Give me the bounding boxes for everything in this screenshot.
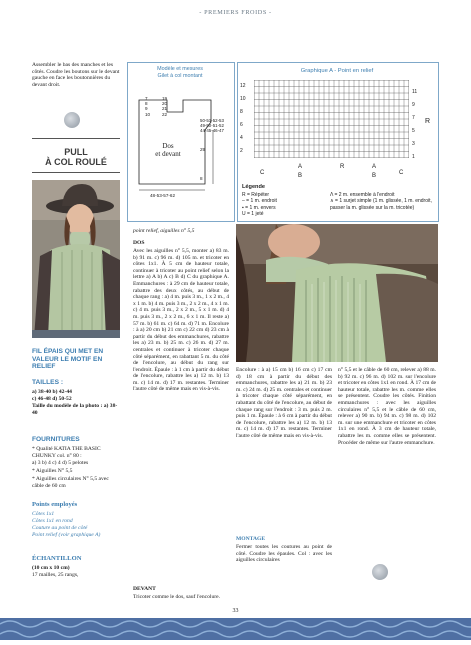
montage-text: Fermer toutes les coutures au point de côté. Coudre les épaules. Col : avec les aiguilles circulaires <box>236 544 332 564</box>
schema-height-8: 8 <box>200 176 203 181</box>
schema-num: 19 <box>162 96 168 101</box>
row-number: 2 <box>240 148 243 154</box>
intro-text: Assembler le bas des manches et les côtés. Coudre les boutons sur le devant gauche en face les boutonnières du devant droit. <box>32 62 120 88</box>
title-rule-bottom <box>32 172 120 173</box>
page-header: - PREMIERS FROIDS - <box>199 9 272 16</box>
legend-item: ∧ = 1 surjet simple (1 m. glissée, 1 m. endroit, passer la m. glissée sur la m. tricotée) <box>330 198 432 211</box>
graph-letter: A <box>372 164 377 170</box>
points-title: Points employés <box>32 501 78 508</box>
schema-measure: 50-51-52-53 <box>200 118 224 123</box>
yarn-ball-icon <box>64 112 80 128</box>
echantillon-title: ÉCHANTILLON <box>32 555 82 562</box>
graph-title: Graphique A - Point en relief <box>300 68 374 74</box>
tailles-cd: c) 46-48 d) 50-52 <box>32 396 72 402</box>
point-item: Couture au point de côté <box>32 525 88 531</box>
legend-item: ▪ = 1 m. envers <box>242 204 276 211</box>
fournitures-title: FOURNITURES <box>32 436 80 443</box>
legend-item: – = 1 m. endroit <box>242 198 277 205</box>
legend-item: R = Répéter <box>242 192 270 198</box>
schema-height-29: 29 <box>200 147 206 152</box>
fourniture-circulaires: * Aiguilles circulaires N° 5,5 avec câble de 60 cm <box>32 476 109 489</box>
row-number: 6 <box>240 122 243 128</box>
row-number: 5 <box>412 128 415 134</box>
schema-num: 10 <box>145 111 151 117</box>
schema-num: 20 <box>162 101 168 107</box>
point-item: Côtes 1x1 <box>32 511 55 517</box>
row-number: 3 <box>412 141 415 147</box>
row-number: 9 <box>412 102 415 108</box>
devant-text: Tricoter comme le dos, sauf l'encolure. <box>133 594 221 600</box>
row-number: 4 <box>240 135 243 141</box>
dos-title: DOS <box>133 240 145 246</box>
fourniture-aiguilles: * Aiguilles N° 5,5 <box>32 468 73 474</box>
yarn-ball-icon <box>372 564 388 580</box>
schema-num: 7 <box>145 96 148 101</box>
knitting-chart-grid <box>254 80 409 158</box>
graph-letter: C <box>260 170 265 176</box>
graph-letter: C <box>399 170 404 176</box>
legend-title: Légende <box>242 184 266 190</box>
fourniture-laine: * Qualité KATIA THE BASIC CHUNKY col. n° 80 : <box>32 446 101 459</box>
row-number: 1 <box>412 154 415 160</box>
finition-text: n° 5,5 et le câble de 60 cm, relever a) 88 m. b) 92 m. c) 96 m. d) 102 m. sur l'encolure et tricoter en côtes 1x1 en rond. À 17 cm de hauteur totale, rabattre les m. comme elles se présentent. Coudre les côtés. Finition emmanchures : avec les aiguilles circulaires n° 5,5 et le câble de 60 cm, relever a) 90 m. b) 94 m. c) 98 m. d) 102 m. sur une emmanchure et tricoter en côtes 1x1 en rond. À 3 cm de hauteur totale, rabattre les m. comme elles se présentent. Procéder de même sur l'autre emmanchure. <box>338 367 437 446</box>
schema-num: 22 <box>162 111 168 117</box>
echantillon-size: (10 cm x 10 cm) <box>32 565 70 571</box>
echantillon-gauge: 17 mailles, 25 rangs, <box>32 572 79 578</box>
fourniture-pelotes: a) 3 b) 4 c) 4 d) 5 pelotes <box>32 460 89 466</box>
graph-letter: A <box>298 164 303 170</box>
row-number: 7 <box>412 115 415 121</box>
row-number: 12 <box>240 83 246 89</box>
row-number: 8 <box>240 109 243 115</box>
photo-caption: point relief, aiguilles n° 5,5 <box>133 228 195 234</box>
legend-item: U = 1 jeté <box>242 211 264 218</box>
schema-bottom-width: 48-53-57-62 <box>150 193 176 198</box>
graph-letter: B <box>372 173 377 179</box>
schema-title-1: Modèle et mesures <box>157 66 203 72</box>
model-photo-left <box>32 180 120 338</box>
row-number: 10 <box>240 96 246 102</box>
tailles-ab: a) 38-40 b) 42-44 <box>32 389 72 395</box>
point-item: Côtes 1x1 en rond <box>32 518 73 524</box>
schema-measure: 49-50-51-52 <box>200 123 224 128</box>
schema-num: 8 <box>145 101 148 107</box>
montage-title: MONTAGE <box>236 536 266 542</box>
legend-item: Λ = 2 m. ensemble à l'endroit <box>330 192 395 198</box>
mesh-footer <box>0 618 471 640</box>
page-number: 33 <box>232 608 239 614</box>
graph-letter: B <box>298 173 303 179</box>
pattern-title-2: À COL ROULÉ <box>45 157 107 167</box>
pattern-title-1: PULL <box>64 147 88 157</box>
dos-text: Avec les aiguilles n° 5,5, monter a) 83 m. b) 91 m. c) 96 m. d) 105 m. et tricoter en côtes 1x1. À 5 cm de hauteur totale, continuer à tricoter au point relief selon la lettre a) A b) A c) B d) C du graphique A. Emmanchures : à 29 cm de hauteur totale, rabattre des deux côtés, au début de chaque rang : a) 4 m. puis 3 m., 1 x 2 m., 4 x 1 m. b) 4 m. puis 3 m., 2 x 2 m., 4 x 1 m. c) 4 m. puis 3 m., 2 x 2 m., 5 x 1 m. d) 4 m. puis 3 m., 2 x 2 m., 6 x 1 m. Il reste a) 57 m. b) 61 m. c) 64 m. d) 71 m. Encolure : à a) 20 cm b) 21 cm c) 22 cm d) 23 cm à partir du début des emmanchures, rabattre les a) 23 m. b) 25 m. c) 26 m. d) 27 m. centrales et continuer à tricoter chaque côté séparément, en rabattant 5 m. du côté de l'encolure, au début du rang sur l'endroit. Épaule : à 1 cm à partir du début de l'encolure, rabattre les a) 12 m. b) 13 m. c) 14 m. d) 17 m. restantes. Terminer l'autre côté de même mais en vis-à-vis. <box>133 248 230 393</box>
row-number: 11 <box>412 89 418 95</box>
schema-label-devant: et devant <box>155 150 181 158</box>
taille-modele: Taille du modèle de la photo : a) 38-40 <box>32 403 118 416</box>
schema-num: 21 <box>162 106 168 112</box>
schema-measure: 44-45-46-47 <box>200 128 224 133</box>
schema-title-2: Gilet à col montant <box>157 73 203 79</box>
encolure-text: Encolure : à a) 15 cm b) 16 cm c) 17 cm d) 18 cm à partir du début des emmanchures, rabattre les a) 21 m. b) 23 m. c) 24 m. d) 25 m. centrales et continuer à tricoter chaque côté séparément, en rabattant du côté de l'encolure, au début de chaque rang sur l'endroit : 3 m. puis 2 m. puis 1 m. Épaule : à 6 cm à partir du début de l'encolure, rabattre les a) 12 m. b) 13 m. c) 14 m. d) 17 m. restantes. Terminer l'autre côté de même mais en vis-à-vis. <box>236 367 332 439</box>
pattern-subtitle: FIL ÉPAIS QUI MET EN VALEUR LE MOTIF EN RELIEF <box>32 348 104 371</box>
schema-num: 9 <box>145 106 148 112</box>
tailles-title: TAILLES : <box>32 379 64 386</box>
title-rule-top <box>32 138 120 139</box>
graph-letter: R <box>340 164 345 170</box>
devant-title: DEVANT <box>133 586 156 592</box>
model-photo-detail <box>236 224 438 362</box>
schema-label-dos: Dos <box>162 142 174 150</box>
point-item: Point relief (voir graphique A) <box>32 532 101 538</box>
graph-letters <box>254 162 409 182</box>
graph-repeat-label: R <box>425 118 431 125</box>
